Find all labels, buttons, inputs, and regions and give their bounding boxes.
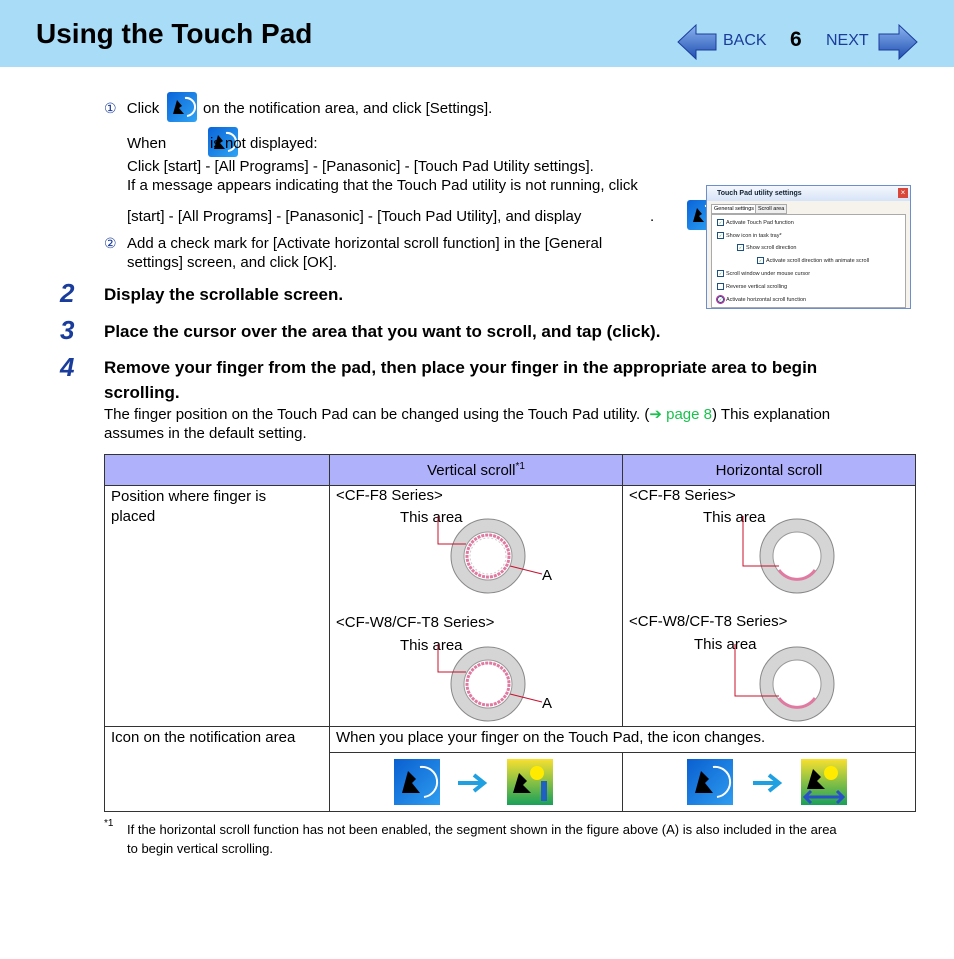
link-text: page 8 <box>666 406 713 423</box>
horizontal-scroll-icon <box>801 759 847 805</box>
step-4-text-line2: scrolling. <box>104 383 180 402</box>
dialog-tab-general: General settings <box>711 204 757 214</box>
footnote-line1: If the horizontal scroll function has not been enabled, the segment shown in the figure above (A) is also included in the area <box>127 822 837 837</box>
page-title: Using the Touch Pad <box>36 18 313 49</box>
footnote-mark: *1 <box>104 818 114 829</box>
dialog-option: ✓ Activate Touch Pad function <box>718 219 794 226</box>
dialog-option: ✓ Show icon in task tray* <box>718 232 782 239</box>
step-number: 2 <box>60 278 75 308</box>
vertical-scroll-cell <box>330 486 623 727</box>
this-area-label: This area <box>400 637 463 654</box>
this-area-label: This area <box>400 509 463 526</box>
substep-2-line1: Add a check mark for [Activate horizontal scroll function] in the [General <box>127 235 603 252</box>
note-line2: assumes in the default setting. <box>104 425 307 442</box>
table-header-vertical <box>330 455 623 486</box>
note-line1 <box>104 405 830 424</box>
when-text-b: is not displayed: <box>210 135 318 152</box>
page-number: 6 <box>790 28 802 51</box>
series-label: <CF-F8 Series> <box>629 487 736 504</box>
arrow-right-icon <box>458 773 490 793</box>
note-text-b: ) This explanation <box>712 406 831 423</box>
this-area-label: This area <box>703 509 766 526</box>
substep-1-marker: ① <box>104 100 117 116</box>
dialog-option: ✓ Activate horizontal scroll function <box>718 296 807 303</box>
substep-1-row <box>104 99 159 118</box>
footnote-ref: *1 <box>515 461 525 472</box>
icon-change-text: When you place your finger on the Touch Pad, the icon changes. <box>330 727 916 753</box>
instruction-line-message: If a message appears indicating that the Touch Pad utility is not running, click <box>127 177 638 194</box>
series-label: <CF-W8/CF-T8 Series> <box>336 614 495 631</box>
substep-2-line2: settings] screen, and click [OK]. <box>127 254 338 271</box>
series-label: <CF-W8/CF-T8 Series> <box>629 613 788 630</box>
next-link[interactable]: NEXT <box>826 32 869 49</box>
scroll-table <box>104 454 916 812</box>
dialog-option: ✓ Scroll window under mouse cursor <box>718 270 811 277</box>
touchpad-f8-vertical <box>430 516 560 596</box>
settings-dialog-screenshot <box>706 185 911 309</box>
horizontal-scroll-cell <box>623 486 916 727</box>
page-8-link[interactable] <box>649 406 712 423</box>
dialog-tab-scroll: Scroll area <box>755 204 787 214</box>
close-icon: × <box>898 188 908 198</box>
touchpad-utility-icon <box>394 759 440 805</box>
dialog-option: Reverse vertical scrolling <box>717 283 787 290</box>
substep-2-marker: ② <box>104 235 117 251</box>
touchpad-w8-vertical <box>430 644 560 724</box>
instruction-line-end: . <box>650 208 655 225</box>
step-number: 4 <box>60 352 75 382</box>
table-header-empty <box>105 455 330 486</box>
when-text-a: When <box>127 135 167 152</box>
dialog-option: ✓ Show scroll direction <box>738 244 797 251</box>
step-3-text: Place the cursor over the area that you want to scroll, and tap (click). <box>104 322 661 341</box>
row-label-icon: Icon on the notification area <box>105 727 330 812</box>
arrow-right-icon: ➔ <box>649 406 662 423</box>
substep-2-marker-row <box>104 234 117 253</box>
instruction-line-start: [start] - [All Programs] - [Panasonic] - [Touch Pad Utility], and display <box>127 208 582 225</box>
touchpad-utility-icon <box>167 92 197 122</box>
horizontal-icon-cell <box>623 753 916 812</box>
header-text: Vertical scroll <box>427 462 516 479</box>
label-a: A <box>542 695 553 712</box>
series-label: <CF-F8 Series> <box>336 487 443 504</box>
next-arrow-icon[interactable] <box>877 23 919 61</box>
instruction-line-click: Click [start] - [All Programs] - [Panasonic] - [Touch Pad Utility settings]. <box>127 158 594 175</box>
note-text-a: The finger position on the Touch Pad can be changed using the Touch Pad utility. ( <box>104 406 650 423</box>
back-arrow-icon[interactable] <box>676 23 718 61</box>
vertical-scroll-icon <box>507 759 553 805</box>
row-label-position <box>105 486 330 727</box>
row-label-text: Position where finger is placed <box>111 488 267 525</box>
footnote-line2: to begin vertical scrolling. <box>127 841 273 856</box>
step-4-text-line1: Remove your finger from the pad, then place your finger in the appropriate area to begin <box>104 358 818 377</box>
dialog-option: ✓ Activate scroll direction with animate scroll <box>758 257 870 264</box>
back-link[interactable]: BACK <box>723 32 767 49</box>
substep-1-text-a: Click <box>126 100 160 117</box>
substep-1-text-b: on the notification area, and click [Settings]. <box>203 100 493 117</box>
dialog-title: Touch Pad utility settings <box>707 186 910 201</box>
vertical-icon-cell <box>330 753 623 812</box>
touchpad-w8-horizontal <box>733 644 853 724</box>
step-number: 3 <box>60 315 75 345</box>
table-header-horizontal: Horizontal scroll <box>623 455 916 486</box>
touchpad-utility-icon <box>687 759 733 805</box>
step-2-text: Display the scrollable screen. <box>104 285 344 304</box>
this-area-label: This area <box>694 636 757 653</box>
label-a: A <box>542 567 553 584</box>
arrow-right-icon <box>753 773 785 793</box>
touchpad-f8-horizontal <box>733 516 853 596</box>
